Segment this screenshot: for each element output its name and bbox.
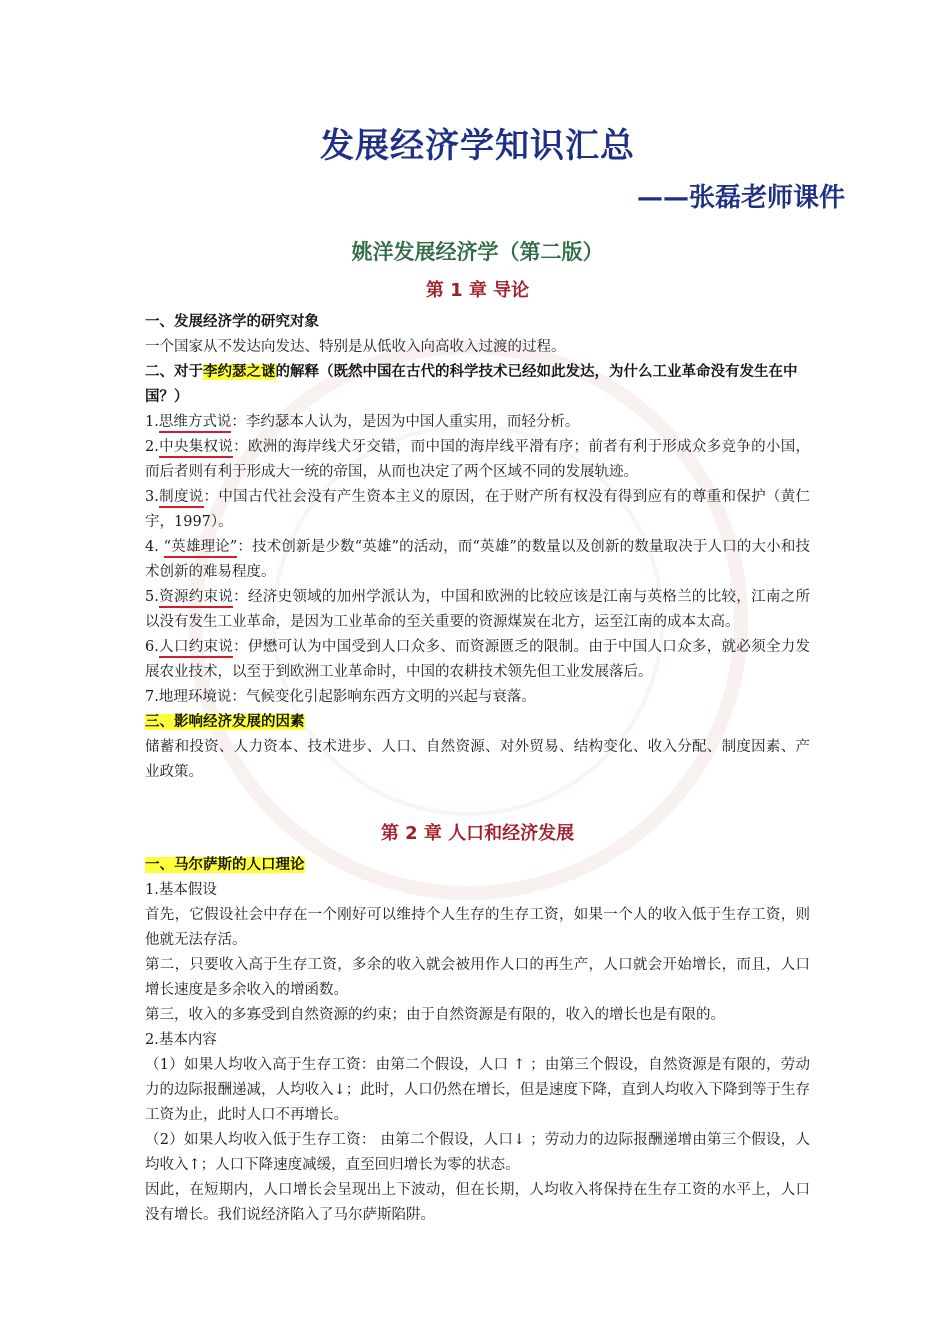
- heading-prefix: 二、对于: [145, 364, 203, 380]
- ch2-subheading-assumptions: 1.基本假设: [145, 882, 217, 898]
- doc-subtitle: ——张磊老师课件: [636, 183, 845, 213]
- item-term: 地理环境说: [158, 689, 232, 705]
- ch2-section-1-heading: [145, 853, 810, 878]
- highlight-factors: 三、影响经济发展的因素: [145, 714, 305, 730]
- item-number: 5.: [145, 589, 159, 605]
- ch2-paragraph: 第二，只要收入高于生存工资，多余的收入就会被用作人口的再生产，人口就会开始增长，而且，人口增长速度是多余收入的增函数。: [145, 957, 810, 998]
- heading-suffix: 的解释（既然中国在古代的科学技术已经如此发达，为什么工业革命没有发生在中国？）: [145, 364, 798, 405]
- ch2-paragraph: 因此，在短期内，人口增长会呈现出上下波动，但在长期，人均收入将保持在生存工资的水平上，人口没有增长。我们说经济陷入了马尔萨斯陷阱。: [145, 1182, 810, 1223]
- list-item: [145, 585, 810, 635]
- ch2-subheading-content: 2.基本内容: [145, 1032, 217, 1048]
- highlight-malthus: 一、马尔萨斯的人口理论: [145, 857, 305, 873]
- list-item: [145, 635, 810, 685]
- ch1-section-2-heading: [145, 360, 810, 410]
- list-item: [145, 685, 810, 710]
- ch2-paragraph: 首先，它假设社会中存在一个刚好可以维持个人生存的生存工资，如果一个人的收入低于生存工资，则他就无法存活。: [145, 907, 810, 948]
- highlight-needham-puzzle: 李约瑟之谜: [203, 364, 276, 380]
- list-item: [145, 435, 810, 485]
- item-term: 人口约束说: [159, 639, 233, 658]
- item-number: 1.: [145, 414, 159, 430]
- item-number: 4.: [145, 539, 164, 555]
- ch2-paragraph: 第三，收入的多寡受到自然资源的约束；由于自然资源是有限的，收入的增长也是有限的。: [145, 1007, 725, 1023]
- item-number: 7.: [145, 689, 159, 705]
- item-text: ：欧洲的海岸线犬牙交错，而中国的海岸线平滑有序；前者有利于形成众多竞争的小国，而后者则有利于形成大一统的帝国，从而也决定了两个区域不同的发展轨迹。: [145, 439, 810, 480]
- ch1-section-3-text: 储蓄和投资、人力资本、技术进步、人口、自然资源、对外贸易、结构变化、收入分配、制度因素、产业政策。: [145, 739, 810, 780]
- list-item: [145, 535, 810, 585]
- doc-title: 发展经济学知识汇总: [320, 126, 635, 166]
- list-item: [145, 485, 810, 535]
- item-term: “英雄理论”: [164, 539, 238, 558]
- chapter-2-title: 第 2 章 人口和经济发展: [380, 823, 575, 844]
- ch2-paragraph: （1）如果人均收入高于生存工资：由第二个假设，人口 ↑ ；由第三个假设，自然资源是有限的，劳动力的边际报酬递减，人均收入↓；此时，人口仍然在增长，但是速度下降，直到人均收入下降到等于生存工资为止，此时人口不再增长。: [145, 1057, 810, 1123]
- item-text: ：伊懋可认为中国受到人口众多、而资源匮乏的限制。由于中国人口众多，就必须全力发展农业技术，以至于到欧洲工业革命时，中国的农耕技术领先但工业发展落后。: [145, 639, 810, 680]
- ch1-section-1-text: 一个国家从不发达向发达、特别是从低收入向高收入过渡的过程。: [145, 339, 566, 355]
- item-text: ：李约瑟本人认为，是因为中国人重实用，而轻分析。: [231, 414, 580, 430]
- list-item: [145, 410, 810, 435]
- item-text: ：中国古代社会没有产生资本主义的原因，在于财产所有权没有得到应有的尊重和保护（黄仁宇，1997）。: [145, 489, 811, 530]
- item-term: 思维方式说: [159, 414, 232, 433]
- item-term: 制度说: [159, 489, 204, 508]
- item-text: ：气候变化引起影响东西方文明的兴起与衰落。: [231, 689, 536, 705]
- ch1-section-3-heading: [145, 710, 810, 735]
- item-text: ：技术创新是少数“英雄”的活动，而“英雄”的数量以及创新的数量取决于人口的大小和技术创新的难易程度。: [145, 539, 810, 580]
- ch1-section-1-heading: 一、发展经济学的研究对象: [145, 314, 319, 330]
- item-number: 2.: [145, 439, 159, 455]
- chapter-1-title: 第 1 章 导论: [425, 280, 530, 301]
- item-number: 3.: [145, 489, 159, 505]
- ch2-paragraph: （2）如果人均收入低于生存工资： 由第二个假设，人口↓ ；劳动力的边际报酬递增由第三个假设，人均收入↑；人口下降速度减缓，直至回归增长为零的状态。: [145, 1132, 810, 1173]
- item-text: ：经济史领域的加州学派认为，中国和欧洲的比较应该是江南与英格兰的比较，江南之所以没有发生工业革命，是因为工业革命的至关重要的资源煤炭在北方，运至江南的成本太高。: [145, 589, 810, 630]
- book-title: 姚洋发展经济学（第二版）: [351, 240, 604, 264]
- item-term: 资源约束说: [159, 589, 233, 608]
- item-number: 6.: [145, 639, 159, 655]
- item-term: 中央集权说: [159, 439, 233, 458]
